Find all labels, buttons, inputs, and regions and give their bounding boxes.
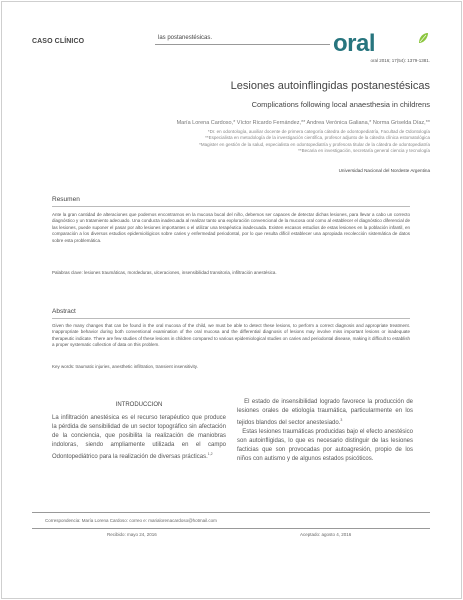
abstract-text: Given the many changes that can be found in the oral mucosa of the child, we must be able to detect these lesions, to perform a correct diagnosis and appropriate treatment. Inappropriate behavior during both conventional examination of the oral mucosa and the differential diagnosis of lesions may involve miss important lesions or inadequate therapeutic indicate. There are few studies of these lesions in children compared to various epidemiological studies on caries and periodontal disease, making it difficult to establish a proper systematic collection of data on this problem. [52,323,410,348]
affiliation-line: **Especialista en metodología de la investigación científica, profesor adjunto de la cátedra clínica estomatológica [205,135,430,141]
section-label: CASO CLÍNICO [32,38,85,45]
header-divider [155,44,330,45]
logo-text: oral [333,30,376,57]
intro-paragraph [52,414,226,462]
intro-text: Estas lesiones traumáticas producidas bajo el efecto anestésico son autoinfligidas, lo que es necesario distinguir de las lesiones facticias que son provocadas por autoagresión, propio de los niños con autismo y de algunos estados psicóticos. [237,429,413,462]
article-title: Lesiones autoinflingidas postanestésicas [230,80,430,92]
received-date: Recibido: mayo 24, 2016 [107,532,157,537]
university: Universidad Nacional del Nordeste Argentina [338,168,430,173]
journal-logo [333,32,429,56]
abstract-keywords: Key words: traumatic injuries, anesthetic infiltration, transient insensitivity. [52,364,198,369]
correspondence: Correspondencia: María Lorena Cardoso: correo e: marialorenacardoso@hotmail.com [45,518,217,523]
intro-left-column [52,402,226,462]
reference-mark: 1,2 [207,452,213,456]
article-subtitle: Complications following local anaesthesia in childrens [251,100,430,109]
intro-text: La infiltración anestésica es el recurso terapéutico que produce la pérdida de sensibilidad de un sector topográfico sin afectación de la conciencia, que posibilita la realización de maniobras indoloras, siendo ampliamente utilizada en el campo Odontopediátrico para la realización de diversas prácticas. [52,415,226,460]
affiliations [32,129,430,154]
intro-paragraph [237,398,413,428]
citation: oral 2016; 17(54): 1379-1381. [370,58,430,63]
resumen-text: Ante la gran cantidad de alteraciones que podemos encontrarnos en la mucosa bucal del niño, debemos ser capaces de detectar dichas lesiones, para llevar a cabo un correcto diagnóstico y un tratamiento adecuado. Una conducta inadecuada al realizar tanto una exploración convencional de la mucosa oral como al establecer el diagnóstico diferencial de las lesiones, puede suponer el pasar por alto lesiones importantes o el utilizar una terapéutica inadecuada. Existen escasos estudios de estas lesiones en la población infantil, en comparación a los diversos estudios epidemiológicos sobre caries y enfermedad periodontal, por lo que resulta difícil establecer una apropiada recolección sistemática de datos sobre esta problemática. [52,212,410,243]
intro-heading: INTRODUCCION [115,402,163,408]
affiliation-line: **Becaria en investigación, secretaría general ciencia y tecnología [298,147,430,153]
intro-text: El estado de insensibilidad logrado favorece la producción de lesiones orales de etiología traumática, particularmente en los tejidos blandos del sector anestesiado. [237,399,413,426]
abstract-divider [52,318,410,319]
reference-mark: 3 [340,418,343,422]
abstract-heading: Abstract [52,308,76,315]
leaf-icon [417,32,429,44]
affiliation-line: *Dr. en odontología, auxiliar docente de primera categoría cátedra de odontopediatría, Facultad de Odontología [207,129,430,134]
accepted-date: Aceptado: agosto 4, 2016 [300,532,352,537]
footer-divider [32,512,430,513]
affiliation-line: *Magister en gestión de la salud, especialista en odontopediatría y profesora titular de la cátedra de odontopediatría [199,141,430,147]
intro-right-column [237,398,413,464]
resumen-divider [52,206,410,207]
resumen-keywords: Palabras clave: lesiones traumáticas, mordeduras, ulceraciones, insensibilidad transitoria, infiltración anestésica. [52,270,277,275]
intro-paragraph [237,428,413,464]
author-list: María Lorena Cardoso,* Víctor Ricardo Fernández,** Andrea Verónica Galiana,* Norma Griselda Díaz,** [176,120,430,126]
footer-divider [32,528,430,529]
resumen-heading: Resumen [52,196,80,203]
running-topic: las postanestésicas. [158,35,213,41]
